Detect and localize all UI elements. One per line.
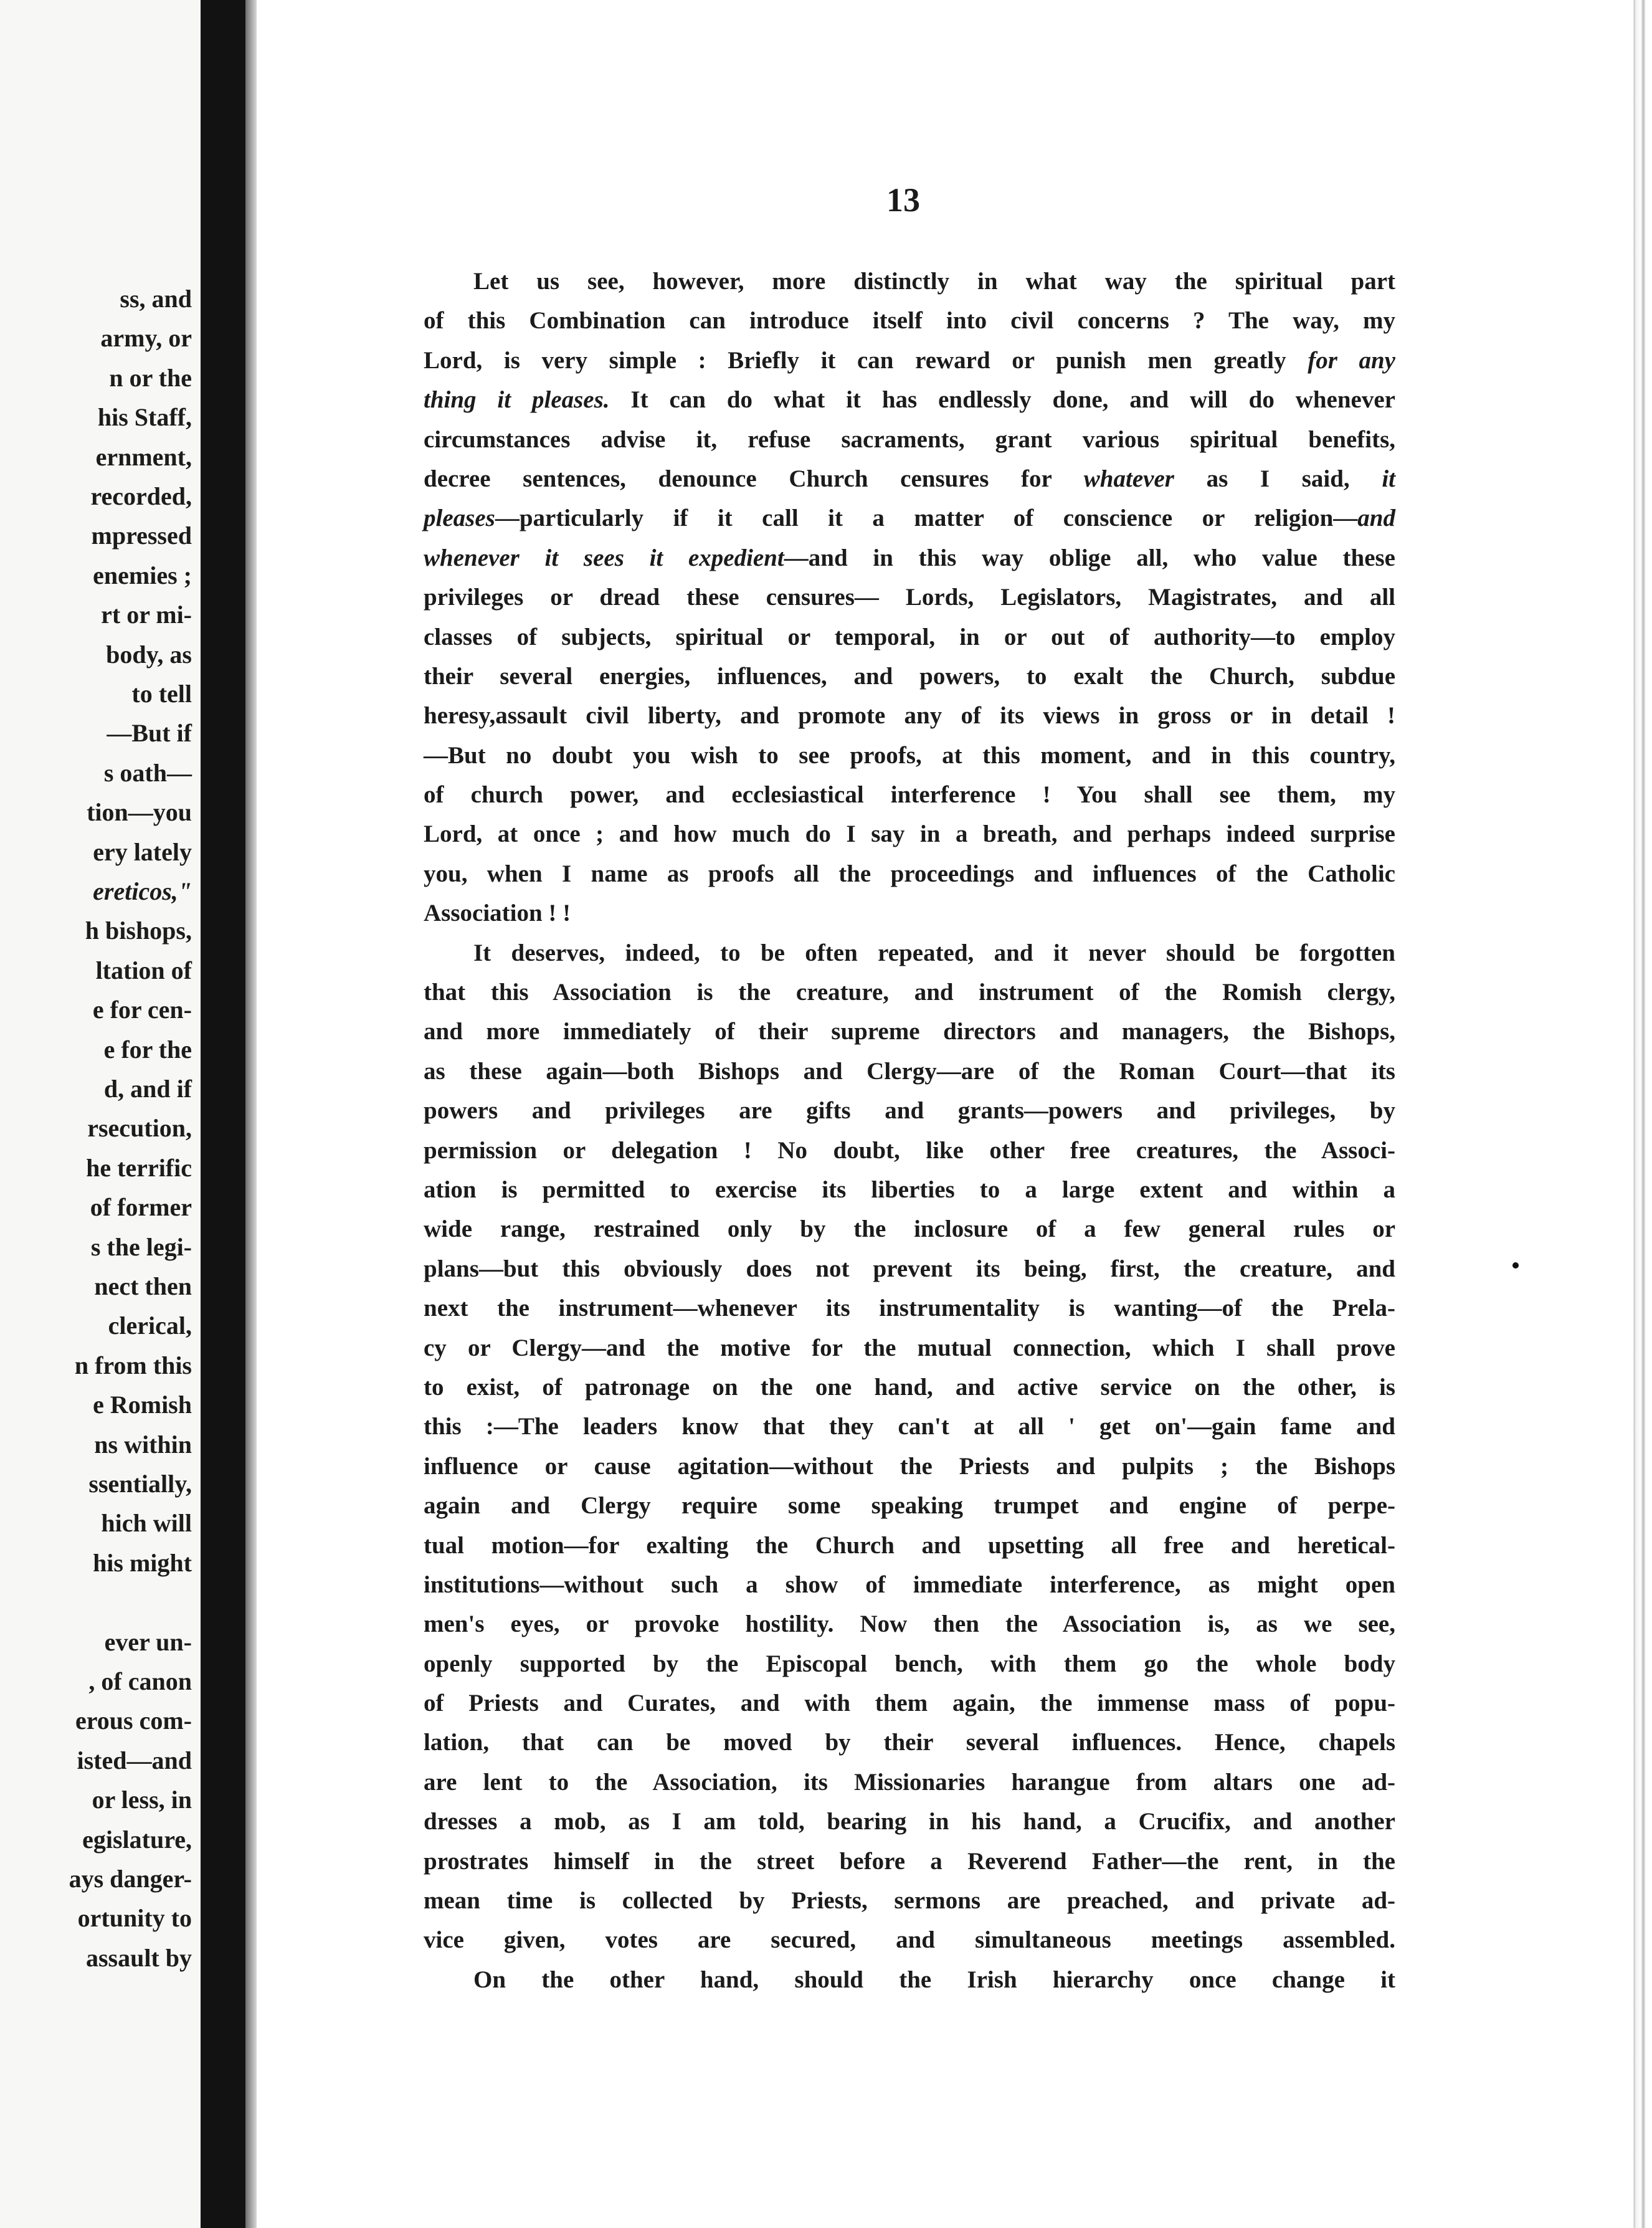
text-segment: and more immediately of their supreme directors and managers, the Bishops, — [424, 1018, 1395, 1045]
facing-page-line: , of canon — [88, 1667, 192, 1695]
text-segment: Let us see, however, more distinctly in what way the spiritual part — [473, 268, 1395, 295]
text-segment: privileges or dread these censures— Lords, Legislators, Magistrates, and all — [424, 584, 1395, 611]
facing-page-line: he terrific — [86, 1153, 192, 1182]
text-segment: Lord, at once ; and how much do I say in a breath, and perhaps indeed surprise — [424, 821, 1395, 848]
facing-page-line: ernment, — [95, 442, 192, 471]
text-line — [424, 1052, 1395, 1091]
text-segment: for any — [1308, 346, 1395, 374]
facing-page-line: ortunity to — [77, 1904, 192, 1933]
book-gutter — [201, 0, 245, 2228]
text-segment: as these again—both Bishops and Clergy—are of the Roman Court—that its — [424, 1057, 1395, 1085]
text-segment: this :—The leaders know that they can't at all ' get on'—gain fame and — [424, 1413, 1395, 1440]
text-line — [424, 1407, 1395, 1446]
text-segment: dresses a mob, as I am told, bearing in his hand, a Crucifix, and another — [424, 1808, 1395, 1835]
ink-speck — [1512, 1262, 1519, 1269]
text-line — [424, 1723, 1395, 1762]
facing-page-line: ery lately — [93, 837, 192, 866]
text-segment: vice given, votes are secured, and simultaneous meetings assembled. — [424, 1926, 1395, 1954]
facing-page-line: hich will — [101, 1509, 192, 1538]
text-line — [424, 854, 1395, 893]
text-segment: decree sentences, denounce Church censures for — [424, 465, 1084, 492]
text-line — [424, 459, 1395, 498]
facing-page-line: n or the — [109, 363, 192, 392]
text-segment: as I said, — [1174, 465, 1382, 492]
facing-page-line: s oath— — [103, 758, 192, 787]
text-segment: powers and privileges are gifts and grants—powers and privileges, by — [424, 1097, 1395, 1125]
text-line — [424, 1170, 1395, 1209]
facing-page-line: ns within — [94, 1430, 192, 1459]
facing-page-line: tion—you — [87, 798, 192, 827]
text-line — [424, 1526, 1395, 1565]
text-line — [424, 1249, 1395, 1288]
text-segment: of Priests and Curates, and with them again, the immense mass of popu- — [424, 1690, 1395, 1717]
text-line — [424, 1131, 1395, 1170]
text-line — [424, 1447, 1395, 1486]
facing-page-line: recorded, — [90, 482, 192, 510]
facing-page-line: his might — [93, 1548, 192, 1577]
facing-page-line: enemies ; — [93, 561, 192, 589]
text-segment: It deserves, indeed, to be often repeated, and it never should be forgotten — [473, 939, 1395, 966]
facing-page-line: body, as — [106, 640, 192, 669]
text-segment: whenever it sees it expedient — [424, 544, 784, 571]
text-segment: permission or delegation ! No doubt, like other free creatures, the Associ- — [424, 1136, 1395, 1164]
text-line — [424, 1842, 1395, 1881]
text-segment: prostrates himself in the street before a Reverend Father—the rent, in the — [424, 1847, 1395, 1875]
facing-page-line: nect then — [94, 1272, 192, 1300]
text-segment: of this Combination can introduce itself into civil concerns ? The way, my — [424, 307, 1395, 335]
facing-page-line: egislature, — [82, 1825, 192, 1854]
text-segment: Association ! ! — [424, 900, 571, 927]
facing-page-line: army, or — [100, 324, 192, 353]
body-text — [424, 262, 1395, 1999]
text-segment: cy or Clergy—and the motive for the mutual connection, which I shall prove — [424, 1334, 1395, 1361]
text-segment: ation is permitted to exercise its liberties to a large extent and within a — [424, 1176, 1395, 1203]
facing-page-line: rt or mi- — [101, 601, 192, 629]
text-line — [424, 973, 1395, 1012]
text-segment: are lent to the Association, its Missionaries harangue from altars one ad- — [424, 1768, 1395, 1796]
text-line — [424, 578, 1395, 617]
text-segment: It can do what it has endlessly done, and will do whenever — [609, 386, 1395, 414]
text-segment: men's eyes, or provoke hostility. Now then the Association is, as we see, — [424, 1611, 1395, 1638]
text-segment: next the instrument—whenever its instrumentality is wanting—of the Prela- — [424, 1295, 1395, 1322]
text-line — [424, 341, 1395, 380]
text-segment: it — [1382, 465, 1395, 492]
text-line — [424, 1604, 1395, 1644]
text-segment: of church power, and ecclesiastical interference ! You shall see them, my — [424, 781, 1395, 809]
text-segment: that this Association is the creature, and instrument of the Romish clergy, — [424, 979, 1395, 1006]
text-line — [424, 1012, 1395, 1051]
facing-page-line: rsecution, — [87, 1114, 192, 1143]
page-number: 13 — [886, 181, 920, 219]
facing-page-line: mpressed — [91, 521, 192, 550]
text-line — [424, 1209, 1395, 1249]
text-segment: tual motion—for exalting the Church and upsetting all free and heretical- — [424, 1531, 1395, 1559]
text-segment: pleases — [424, 505, 495, 532]
facing-page-line: ssentially, — [88, 1470, 192, 1498]
text-segment: lation, that can be moved by their several influences. Hence, chapels — [424, 1729, 1395, 1756]
facing-page-line: e for the — [103, 1035, 192, 1064]
text-segment: their several energies, influences, and powers, to exalt the Church, subdue — [424, 662, 1395, 690]
text-segment: to exist, of patronage on the one hand, and active service on the other, is — [424, 1373, 1395, 1401]
text-line — [424, 1368, 1395, 1407]
text-segment: circumstances advise it, refuse sacraments, grant various spiritual benefits, — [424, 426, 1395, 453]
facing-page-line: h bishops, — [85, 916, 192, 945]
text-line — [424, 933, 1395, 973]
facing-page-line: ss, and — [120, 285, 192, 313]
text-line — [424, 1960, 1395, 1999]
text-line — [424, 1644, 1395, 1683]
facing-page-line: or less, in — [92, 1786, 192, 1814]
text-segment: heresy,assault civil liberty, and promote any of its views in gross or in detail ! — [424, 702, 1395, 730]
text-segment: influence or cause agitation—without the Priests and pulpits ; the Bishops — [424, 1452, 1395, 1480]
text-line — [424, 775, 1395, 814]
facing-page-line: n from this — [74, 1351, 192, 1379]
text-segment: openly supported by the Episcopal bench, with them go the whole body — [424, 1650, 1395, 1677]
facing-page-line: to tell — [131, 680, 192, 708]
text-segment: Lord, is very simple : Briefly it can reward or punish men greatly — [424, 346, 1308, 374]
facing-page-line: s the legi- — [90, 1232, 192, 1261]
facing-page-line: ereticos," — [93, 877, 192, 905]
facing-page-line: ltation of — [95, 956, 192, 984]
text-segment: —particularly if it call it a matter of conscience or religion— — [495, 505, 1358, 532]
text-segment: mean time is collected by Priests, sermons are preached, and private ad- — [424, 1887, 1395, 1915]
text-segment: On the other hand, should the Irish hierarchy once change it — [473, 1966, 1395, 1993]
facing-page-line: of former — [90, 1193, 192, 1222]
facing-page — [0, 0, 201, 2228]
text-line — [424, 657, 1395, 696]
facing-page-line: e Romish — [93, 1391, 192, 1419]
page-edge — [1628, 0, 1652, 2228]
text-line — [424, 893, 1395, 933]
text-line — [424, 696, 1395, 735]
text-segment: again and Clergy require some speaking trumpet and engine of perpe- — [424, 1492, 1395, 1520]
text-line — [424, 498, 1395, 538]
text-line — [424, 1288, 1395, 1328]
text-segment: —But no doubt you wish to see proofs, at this moment, and in this country, — [424, 741, 1395, 769]
text-line — [424, 617, 1395, 657]
text-line — [424, 380, 1395, 419]
text-segment: thing it pleases. — [424, 386, 610, 414]
text-segment: institutions—without such a show of immediate interference, as might open — [424, 1571, 1395, 1598]
text-segment: plans—but this obviously does not prevent its being, first, the creature, and — [424, 1255, 1395, 1282]
text-line — [424, 814, 1395, 854]
text-line — [424, 1486, 1395, 1525]
gutter-shadow — [245, 0, 257, 2228]
facing-page-line: d, and if — [103, 1075, 192, 1103]
text-segment: you, when I name as proofs all the proceedings and influences of the Catholic — [424, 860, 1395, 887]
facing-page-line: assault by — [85, 1943, 192, 1972]
text-line — [424, 1802, 1395, 1841]
facing-page-line: e for cen- — [92, 996, 192, 1024]
facing-page-line: erous com- — [75, 1707, 192, 1735]
text-segment: classes of subjects, spiritual or temporal, in or out of authority—to employ — [424, 623, 1395, 650]
facing-page-line: ever un- — [104, 1627, 192, 1656]
text-line — [424, 1565, 1395, 1604]
facing-page-line: his Staff, — [97, 403, 192, 432]
text-line — [424, 1091, 1395, 1130]
text-segment: —and in this way oblige all, who value these — [784, 544, 1395, 571]
text-line — [424, 1328, 1395, 1368]
text-line — [424, 1683, 1395, 1723]
text-line — [424, 736, 1395, 775]
facing-page-line: ays danger- — [69, 1865, 192, 1893]
text-segment: wide range, restrained only by the inclosure of a few general rules or — [424, 1216, 1395, 1243]
text-line — [424, 538, 1395, 578]
text-line — [424, 301, 1395, 340]
text-segment: and — [1357, 505, 1395, 532]
text-line — [424, 1763, 1395, 1802]
text-line — [424, 262, 1395, 301]
text-segment: whatever — [1083, 465, 1174, 492]
text-line — [424, 1920, 1395, 1959]
facing-page-line: —But if — [107, 719, 192, 748]
facing-page-line: isted—and — [77, 1746, 192, 1774]
facing-page-line: clerical, — [108, 1312, 192, 1340]
text-line — [424, 420, 1395, 459]
text-line — [424, 1881, 1395, 1920]
